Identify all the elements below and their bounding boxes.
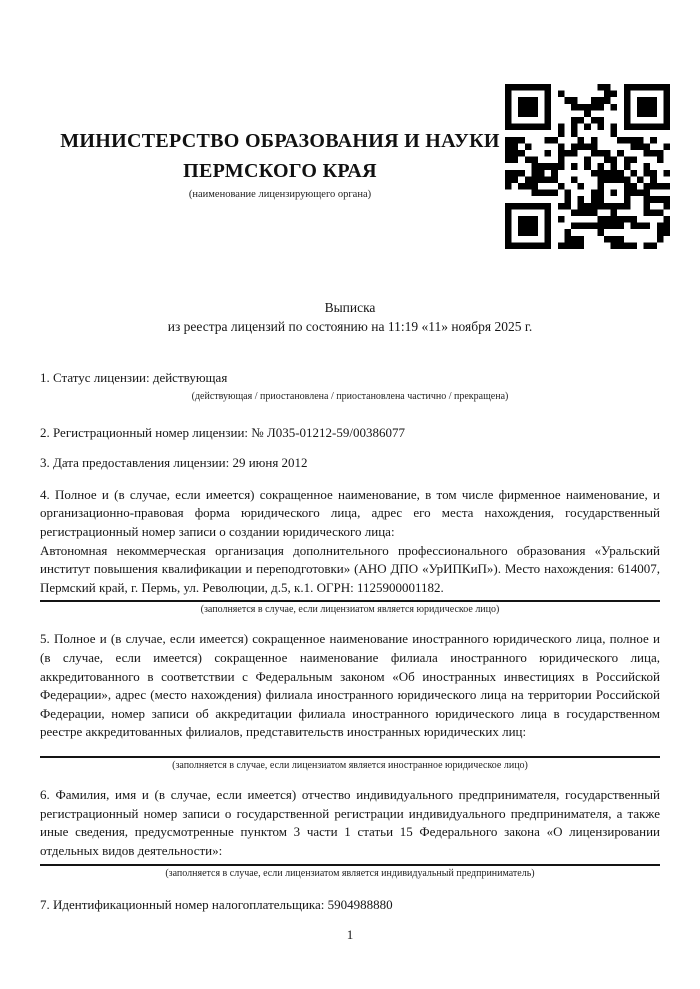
item-3-license-grant-date: 3. Дата предоставления лицензии: 29 июня 2012 (40, 455, 308, 471)
fill-in-line (40, 600, 660, 602)
item-5-foreign-entity-heading: 5. Полное и (в случае, если имеется) сокращенное наименование иностранного юридического лица, полное и (в случае, если имеется) сокращенное наименование филиала иностранного юридического лица, аккредитованного в соответствии с Федеральным законом «Об иностранных инвестициях в Российской Федерации», адрес (место нахождения) филиала иностранного юридического лица на территории Российской Федерации, номер записи об аккредитации филиала иностранного юридического лица в государственном реестре аккредитованных филиалов, представительств иностранных юридических лиц: (40, 631, 660, 740)
item-4-legal-entity-value: Автономная некоммерческая организация дополнительного профессионального образования «Уральский институт повышения квалификации и переподготовки» (АНО ДПО «УрИПКиП»). Место нахождения: 614007, Пермский край, г. Пермь, ул. Революции, д.5, к.1. ОГРН: 1125900001182. (40, 542, 660, 595)
qr-code (505, 84, 670, 249)
item-5-note: (заполняется в случае, если лицензиатом является иностранное юридическое лицо) (172, 759, 528, 771)
document-body (40, 369, 660, 915)
fill-in-line (40, 864, 660, 866)
licensing-authority-block (55, 126, 505, 202)
document-title-line1: Выписка (324, 300, 376, 315)
ministry-name-line2: ПЕРМСКОГО КРАЯ (183, 160, 377, 182)
fill-in-line (40, 756, 660, 758)
ministry-name (55, 126, 505, 186)
qr-code-icon (505, 84, 670, 249)
document-header (0, 0, 700, 258)
item-4-legal-entity-heading: 4. Полное и (в случае, если имеется) сокращенное наименование, в том числе фирменное наименование, и организационно-правовая форма юридического лица, адрес его места нахождения, государственный регистрационный номер записи о создании юридического лица: (40, 486, 660, 539)
item-1-options-note: (действующая / приостановлена / приостановлена частично / прекращена) (191, 390, 509, 402)
item-4-note: (заполняется в случае, если лицензиатом является юридическое лицо) (200, 604, 500, 616)
ministry-name-line1: МИНИСТЕРСТВО ОБРАЗОВАНИЯ И НАУКИ (60, 130, 500, 152)
item-1-license-status: 1. Статус лицензии: действующая (40, 370, 228, 385)
item-6-note: (заполняется в случае, если лицензиатом является индивидуальный предприниматель) (165, 868, 535, 880)
ministry-caption: (наименование лицензирующего органа) (188, 189, 372, 200)
page-number: 1 (346, 927, 354, 942)
item-6-entrepreneur-heading: 6. Фамилия, имя и (в случае, если имеется) отчество индивидуального предпринимателя, государственный регистрационный номер записи о государственной регистрации индивидуального предпринимателя, а также иные сведения, предусмотренные пунктом 3 части 1 статьи 15 Федерального закона «О лицензировании отдельных видов деятельности»: (40, 786, 660, 858)
document-title (0, 298, 700, 336)
document-title-line2: из реестра лицензий по состоянию на 11:19 «11» ноября 2025 г. (167, 319, 533, 334)
item-2-registration-number: 2. Регистрационный номер лицензии: № Л035-01212-59/00386077 (40, 424, 406, 440)
item-7-taxpayer-number: 7. Идентификационный номер налогоплательщика: 5904988880 (40, 897, 393, 913)
